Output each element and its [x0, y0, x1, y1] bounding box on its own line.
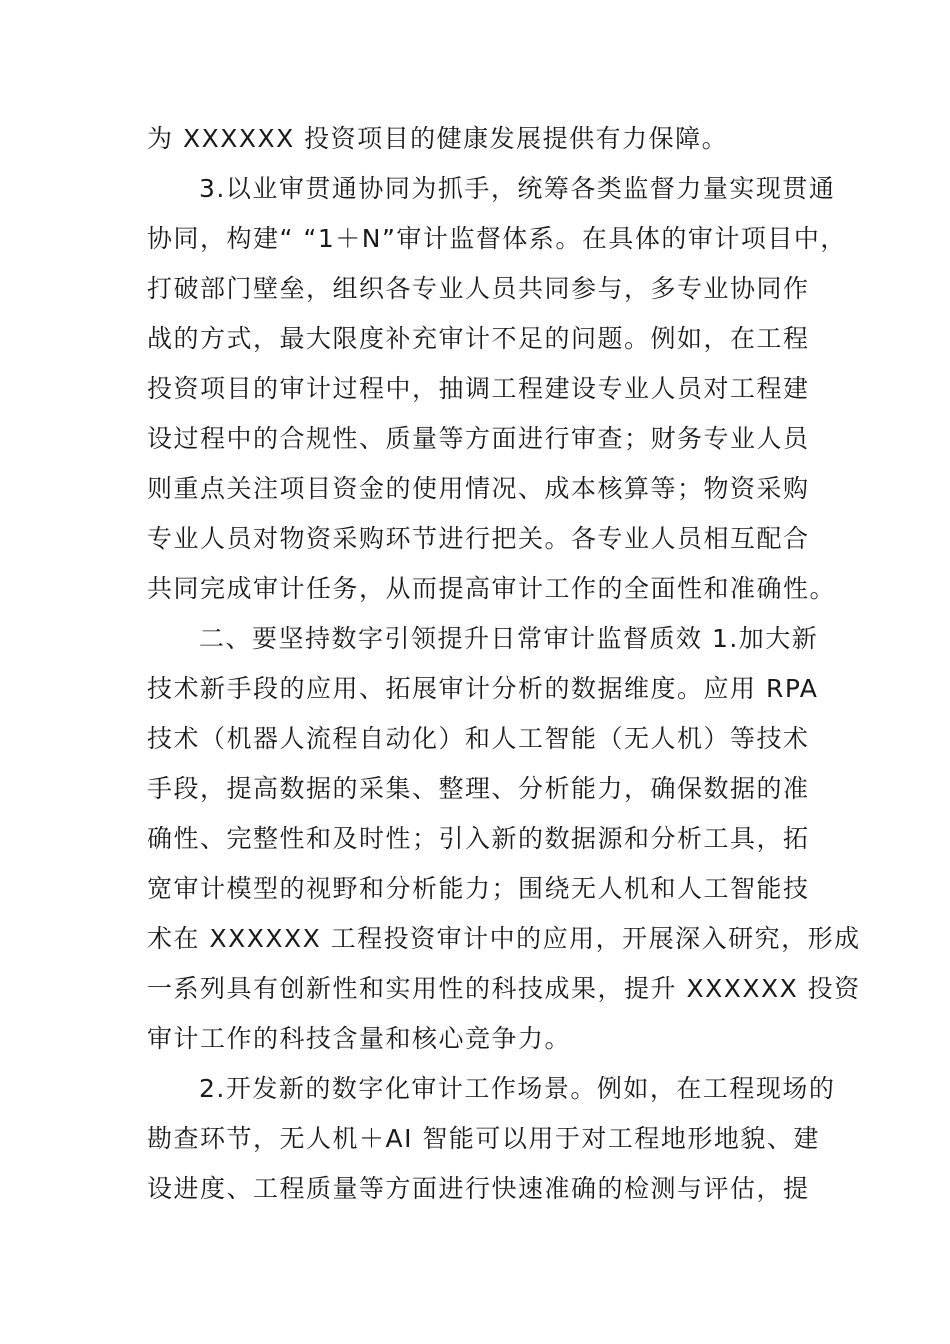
- text-line: 3.以业审贯通协同为抓手，统筹各类监督力量实现贯通: [199, 174, 836, 203]
- text-line: 技术（机器人流程自动化）和人工智能（无人机）等技术: [147, 724, 810, 753]
- text-line: 二、要坚持数字引领提升日常审计监督质效 1.加大新: [199, 624, 819, 653]
- text-line: 审计工作的科技含量和核心竞争力。: [147, 1024, 572, 1053]
- text-line: 勘查环节，无人机＋AI 智能可以用于对工程地形地貌、建: [147, 1124, 820, 1153]
- text-line: 术在 XXXXXX 工程投资审计中的应用，开展深入研究，形成: [147, 924, 861, 953]
- text-line: 则重点关注项目资金的使用情况、成本核算等；物资采购: [147, 474, 810, 503]
- text-line: 确性、完整性和及时性；引入新的数据源和分析工具，拓: [147, 824, 810, 853]
- text-line: 为 XXXXXX 投资项目的健康发展提供有力保障。: [147, 124, 729, 153]
- text-line: 手段，提高数据的采集、整理、分析能力，确保数据的准: [147, 774, 810, 803]
- text-line: 设过程中的合规性、质量等方面进行审查；财务专业人员: [147, 424, 810, 453]
- text-line: 2.开发新的数字化审计工作场景。例如，在工程现场的: [199, 1074, 836, 1103]
- text-line: 共同完成审计任务，从而提高审计工作的全面性和准确性。: [147, 574, 837, 603]
- text-line: 设进度、工程质量等方面进行快速准确的检测与评估，提: [147, 1174, 810, 1203]
- text-line: 投资项目的审计过程中，抽调工程建设专业人员对工程建: [147, 374, 810, 403]
- text-line: 战的方式，最大限度补充审计不足的问题。例如，在工程: [147, 324, 810, 353]
- text-line: 宽审计模型的视野和分析能力；围绕无人机和人工智能技: [147, 874, 810, 903]
- text-line: 协同，构建“ “1＋N”审计监督体系。在具体的审计项目中，: [147, 224, 847, 253]
- text-line: 一系列具有创新性和实用性的科技成果，提升 XXXXXX 投资: [147, 974, 861, 1003]
- text-line: 专业人员对物资采购环节进行把关。各专业人员相互配合: [147, 524, 810, 553]
- text-line: 打破部门壁垒，组织各专业人员共同参与，多专业协同作: [147, 274, 810, 303]
- text-line: 技术新手段的应用、拓展审计分析的数据维度。应用 RPA: [147, 674, 819, 703]
